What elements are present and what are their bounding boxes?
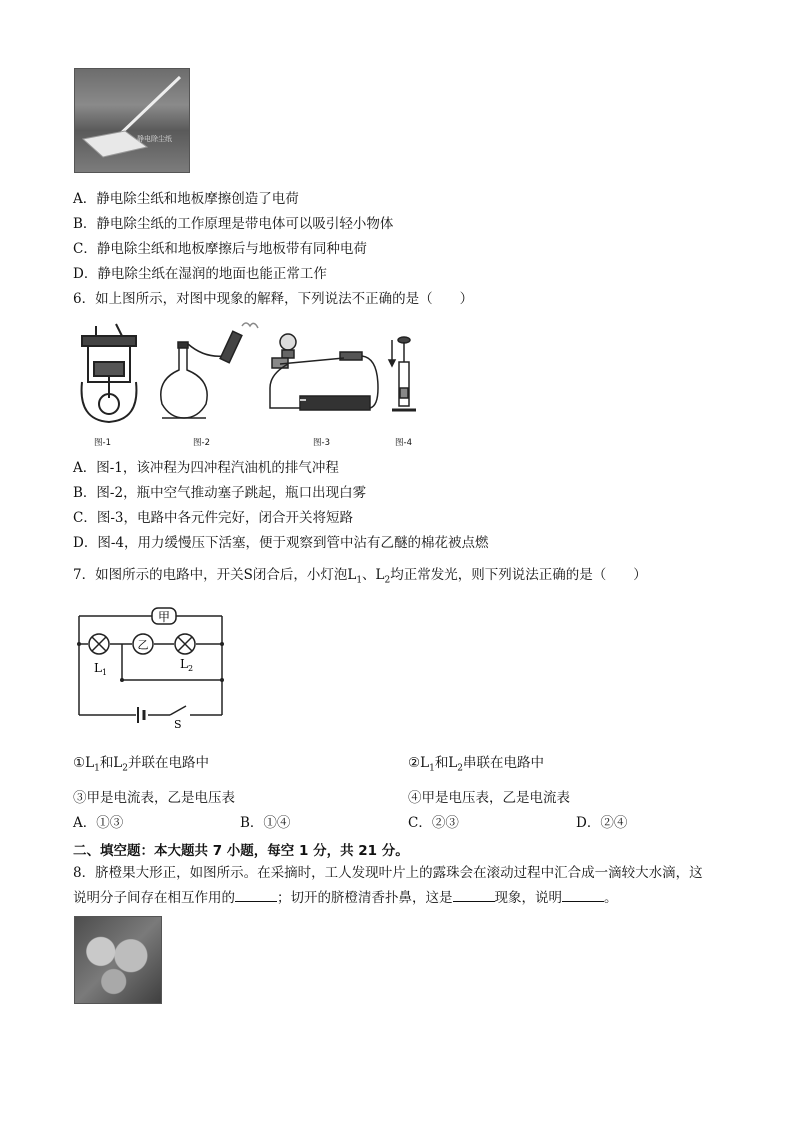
mop-illustration: [75, 69, 189, 172]
q6-option-d: D．图-4，用力缓慢压下活塞，便于观察到管中沾有乙醚的棉花被点燃: [73, 535, 489, 551]
q7-choice-d: D．②④: [576, 815, 628, 831]
q8-text-d: 。: [604, 890, 618, 906]
q6-option-c: C．图-3，电路中各元件完好，闭合开关将短路: [73, 510, 353, 526]
q6-option-a: A．图-1，该冲程为四冲程汽油机的排气冲程: [73, 460, 339, 476]
q8-blank-1[interactable]: [235, 889, 277, 902]
q7-choice-b: B．①④: [240, 815, 291, 831]
q7-stem-sub-2: 2: [384, 575, 391, 586]
engine-figure: [82, 324, 137, 422]
label-l1: $L_1$: [94, 661, 108, 677]
meter-yi-label: 乙: [137, 638, 149, 652]
q7-stem-part-b: 、L: [362, 567, 385, 583]
meter-jia: [152, 608, 176, 624]
circuit-figure-3: [270, 334, 378, 410]
label-switch-s: S: [174, 718, 182, 731]
figure-label-3: 图-3: [313, 438, 330, 448]
lamp-l2: [175, 634, 195, 654]
q7-s1-sub2: 2: [122, 763, 129, 774]
q5-option-a: A．静电除尘纸和地板摩擦创造了电荷: [73, 191, 299, 207]
q5-option-c: C．静电除尘纸和地板摩擦后与地板带有同种电荷: [73, 241, 367, 257]
q7-statement-4: ④甲是电压表，乙是电流表: [408, 790, 570, 806]
q7-s1-a: ①L: [73, 755, 95, 771]
q8-blank-3[interactable]: [562, 889, 604, 902]
q8-line-1: 8．脐橙果大形正，如图所示。在采摘时，工人发现叶片上的露珠会在滚动过程中汇合成一滴较大水滴，这: [73, 865, 703, 881]
figure-label-4: 图-4: [395, 438, 412, 448]
q6-stem: 6．如上图所示，对图中现象的解释，下列说法不正确的是（ ）: [73, 291, 474, 307]
q7-s2-b: 和L: [434, 755, 458, 771]
label-l2: $L_2$: [180, 657, 194, 673]
section-2-heading: 二、填空题：本大题共 7 小题，每空 1 分，共 21 分。: [73, 843, 409, 859]
q8-text-c: 现象，说明: [494, 890, 562, 906]
q7-s2-a: ②L: [408, 755, 430, 771]
q8-blank-2[interactable]: [453, 889, 495, 902]
dust-paper-photo: [74, 68, 190, 173]
q8-text-a: 说明分子间存在相互作用的: [73, 890, 235, 906]
q7-choice-c: C．②③: [408, 815, 459, 831]
figure-label-2: 图-2: [193, 438, 210, 448]
q8-line-2: [73, 889, 618, 907]
q8-text-b: ；切开的脐橙清香扑鼻，这是: [277, 890, 453, 906]
q6-option-b: B．图-2，瓶中空气推动塞子跳起，瓶口出现白雾: [73, 485, 367, 501]
q6-figures: [74, 318, 424, 446]
q7-s1-sub1: 1: [94, 763, 100, 774]
q7-stem: [73, 566, 647, 590]
flask-figure: [161, 323, 258, 418]
q7-statement-1: [73, 754, 209, 778]
q7-statement-2: [408, 754, 544, 778]
navel-orange-photo: [74, 916, 162, 1004]
q7-stem-part-a: 7．如图所示的电路中，开关S闭合后，小灯泡L: [73, 567, 357, 583]
meter-yi: [133, 634, 153, 654]
q7-choice-a: A．①③: [73, 815, 124, 831]
meter-jia-label: 甲: [157, 610, 171, 624]
q7-s1-b: 和L: [99, 755, 123, 771]
q7-statement-3: ③甲是电流表，乙是电压表: [73, 790, 235, 806]
q5-option-d: D．静电除尘纸在湿润的地面也能正常工作: [73, 266, 327, 282]
q7-s2-c: 串联在电路中: [463, 755, 545, 771]
figure-label-1: 图-1: [94, 438, 111, 448]
q7-stem-sub-1: 1: [356, 575, 363, 586]
q7-circuit-diagram: [74, 600, 234, 731]
q7-s2-sub1: 1: [429, 763, 435, 774]
q7-s2-sub2: 2: [457, 763, 464, 774]
piston-figure: [389, 337, 416, 410]
q5-option-b: B．静电除尘纸的工作原理是带电体可以吸引轻小物体: [73, 216, 394, 232]
photo-caption: 静电除尘纸: [137, 135, 172, 143]
lamp-l1: [89, 634, 109, 654]
q7-stem-part-c: 均正常发光，则下列说法正确的是（ ）: [390, 567, 647, 583]
q7-s1-c: 并联在电路中: [128, 755, 210, 771]
